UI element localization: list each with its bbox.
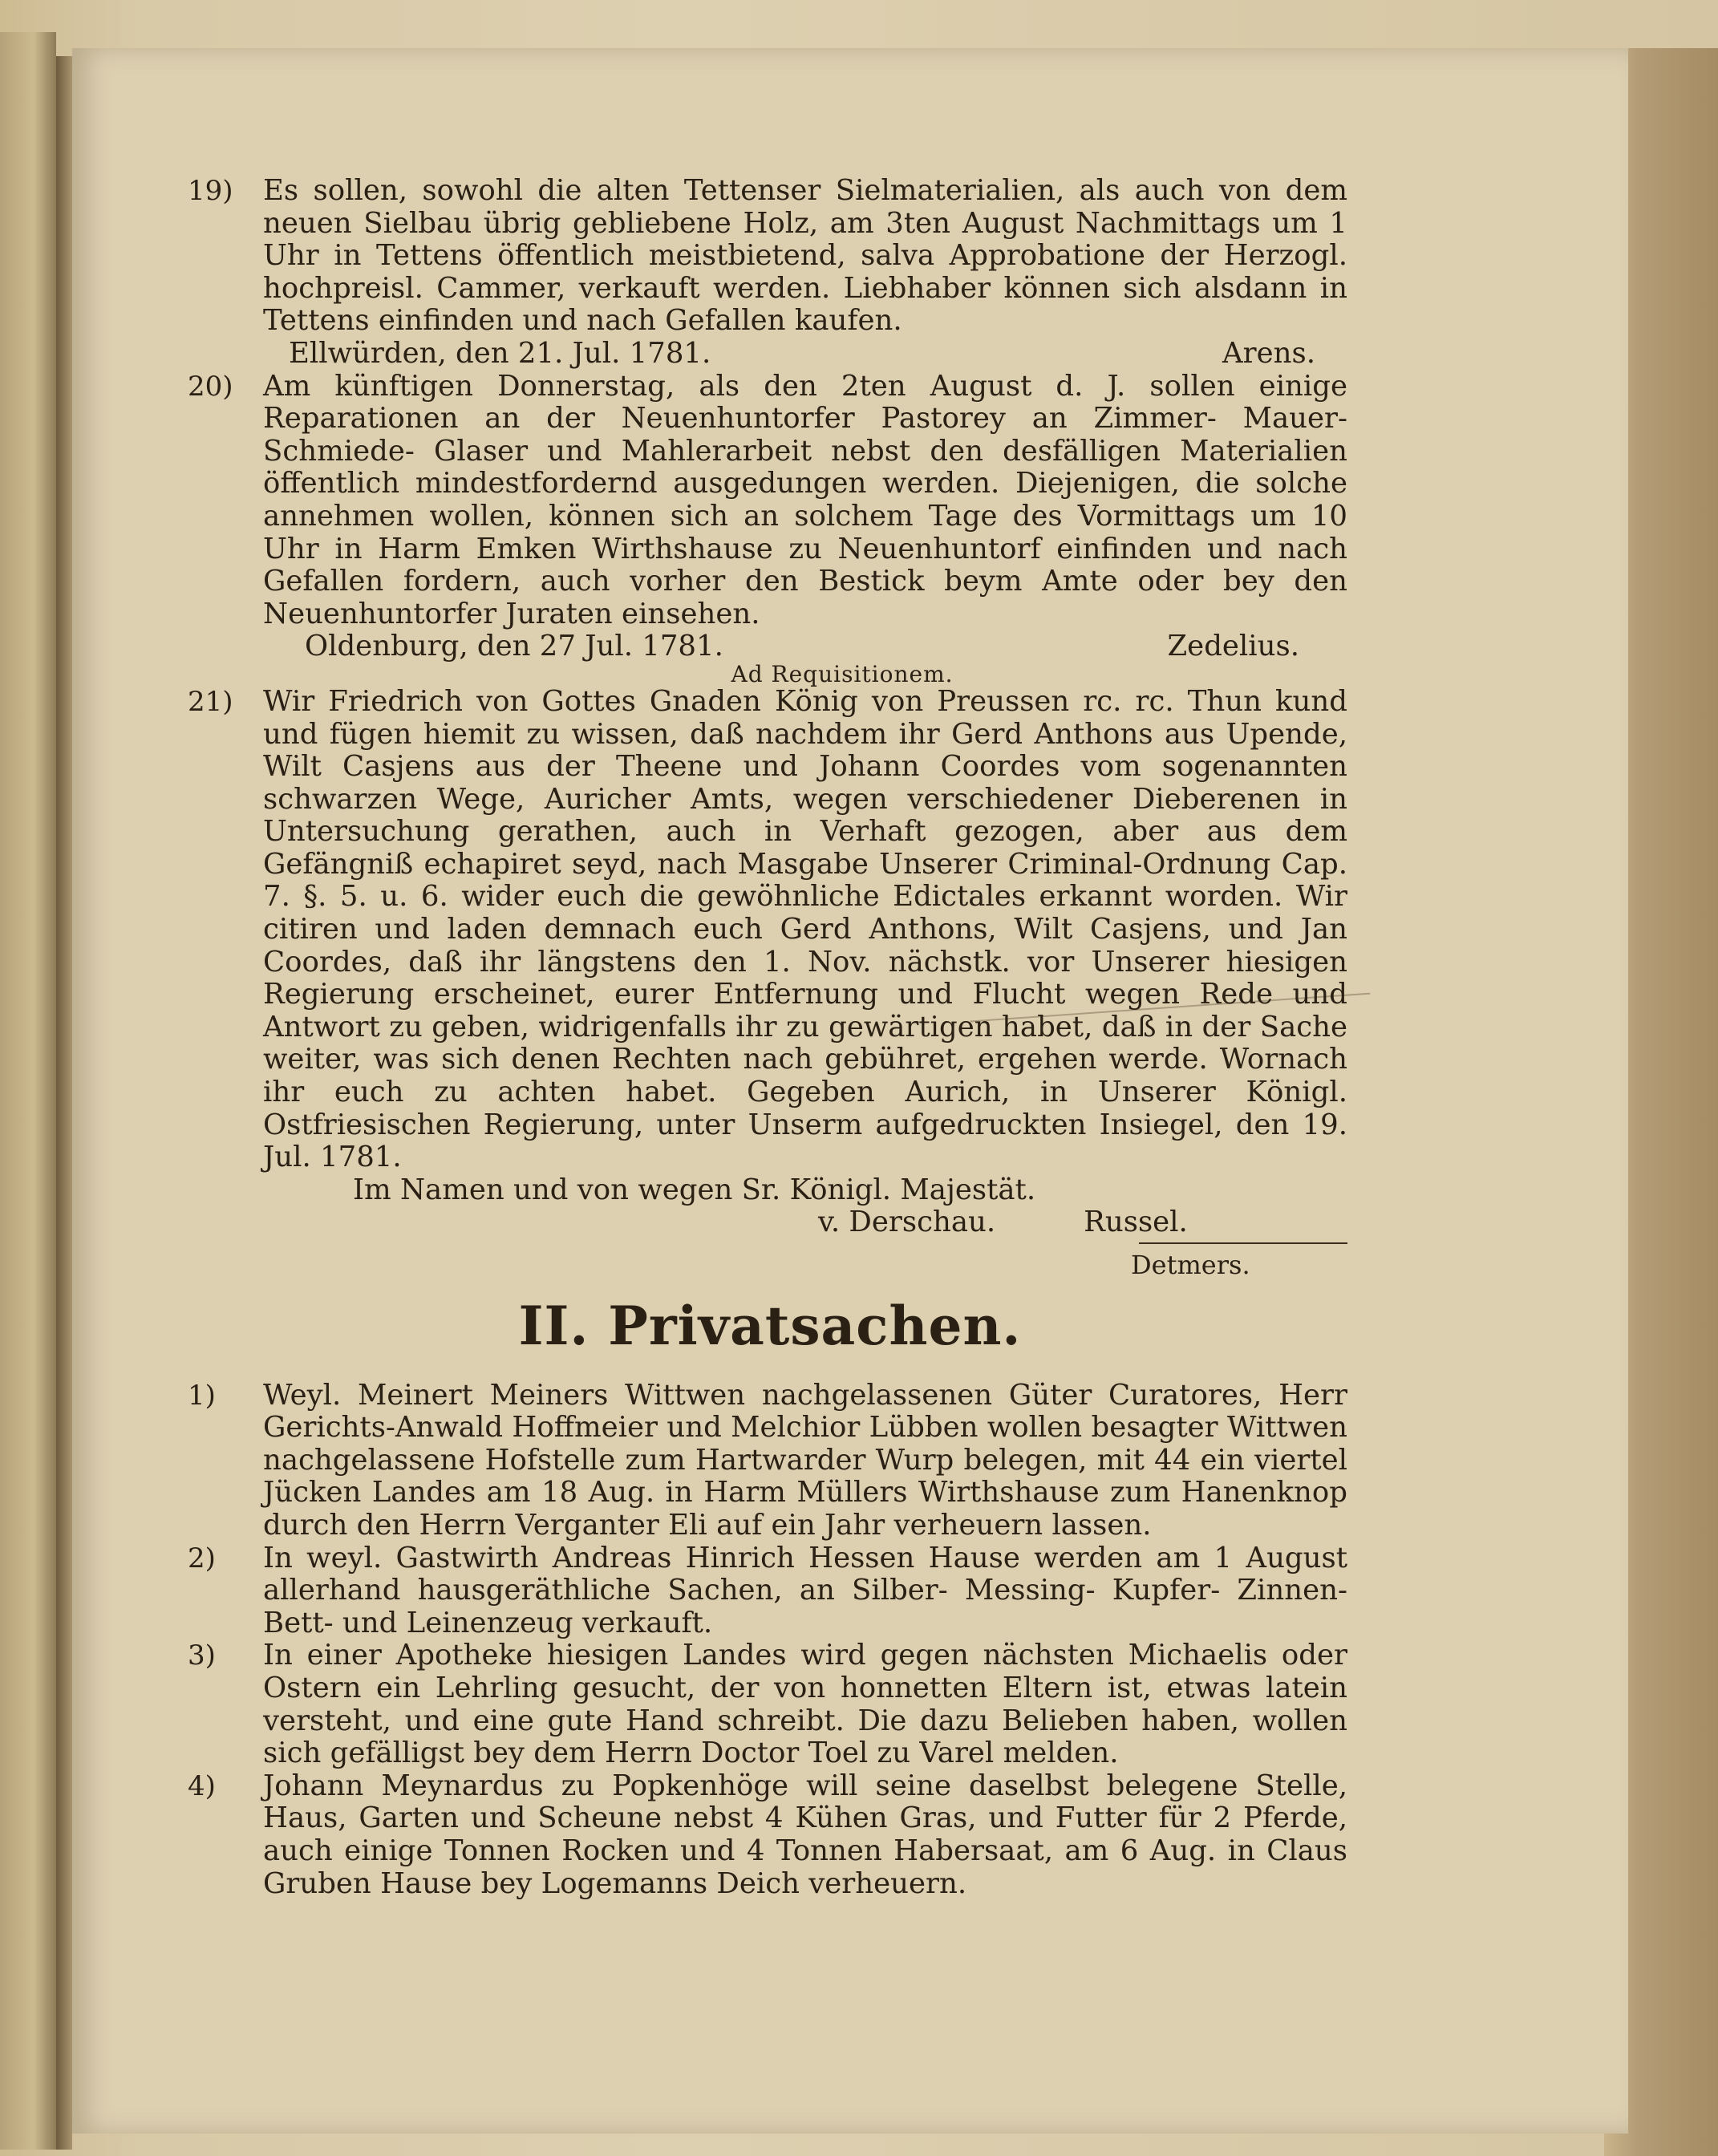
notice-text: In einer Apotheke hiesigen Landes wird gegen nächsten Michaelis oder Ostern ein Lehrling gesucht, der von honnetten Eltern ist, etwas latein versteht, und eine gute Hand schreibt. Die dazu Belieben haben, wollen sich gefälligst bey dem Herrn Doctor Toel zu Varel melden.	[263, 1639, 1347, 1770]
notice-text: Am künftigen Donnerstag, als den 2ten August d. J. sollen einige Reparationen an der Neuenhuntorfer Pastorey an Zimmer- Mauer- Schmiede- Glaser und Mahlerarbeit nebst den desfälligen Materialien öffentlich mindestfordernd ausgedungen werden. Diejenigen, die solche annehmen wollen, können sich an solchem Tage des Vormittags um 10 Uhr in Harm Emken Wirthshause zu Neuenhuntorf einfinden und nach Gefallen fordern, auch vorher den Bestick beym Amte oder bey den Neuenhuntorfer Juraten einsehen.	[263, 369, 1347, 630]
notice-text: Es sollen, sowohl die alten Tettenser Sielmaterialien, als auch von dem neuen Sielbau übrig gebliebene Holz, am 3ten August Nachmittags um 1 Uhr in Tettens öffentlich meistbietend, salva Approbatione der Herzogl. hochpreisl. Cammer, verkauft werden. Liebhaber können sich alsdann in Tettens einfinden und nach Gefallen kaufen.	[263, 174, 1347, 338]
notice-20-signature	[192, 630, 1347, 663]
left-page-edge	[0, 32, 56, 2150]
private-notice-3	[188, 1639, 1347, 1770]
place-date: Ellwürden, den 21. Jul. 1781.	[289, 336, 711, 370]
notice-number: 20)	[188, 370, 233, 403]
notice-21-signatures	[192, 1206, 1347, 1239]
private-notice-4	[188, 1769, 1347, 1900]
signer: Zedelius.	[1167, 630, 1299, 663]
signature-rule-area	[192, 1239, 1347, 1249]
notice-text: Johann Meynardus zu Popkenhöge will seine daselbst belegene Stelle, Haus, Garten und Scheune nebst 4 Kühen Gras, und Futter für 2 Pferde, auch einige Tonnen Rocken und 4 Tonnen Habersaat, am 6 Aug. in Claus Gruben Hause bey Logemanns Deich verheuern.	[263, 1769, 1347, 1900]
signature-rule	[1139, 1242, 1347, 1244]
signer: Arens.	[1222, 336, 1315, 370]
notice-20	[188, 369, 1347, 631]
notice-number: 1)	[188, 1379, 216, 1412]
notice-text: In weyl. Gastwirth Andreas Hinrich Hessen Hause werden am 1 August allerhand hausgeräthliche Sachen, an Silber- Messing- Kupfer- Zinnen- Bett- und Leinenzeug verkauft.	[263, 1541, 1347, 1639]
signer-detmers: Detmers.	[1131, 1250, 1250, 1280]
signer-russel: Russel.	[1084, 1206, 1188, 1239]
book-gutter	[56, 56, 72, 2150]
page-content	[188, 174, 1347, 1900]
private-notice-1	[188, 1378, 1347, 1542]
notice-number: 2)	[188, 1542, 216, 1574]
royal-line: Im Namen und von wegen Sr. Königl. Majestät.	[353, 1173, 1036, 1206]
notice-19-signature	[192, 338, 1347, 371]
notice-number: 19)	[188, 175, 233, 207]
ad-requisitionem: Ad Requisitionem.	[731, 660, 954, 687]
notice-text: Weyl. Meinert Meiners Wittwen nachgelassenen Güter Curatores, Herr Gerichts-Anwald Hoffmeier und Melchior Lübben wollen besagter Wittwen nachgelassene Hofstelle zum Hartwarder Wurp belegen, mit 44 ein viertel Jücken Landes am 18 Aug. in Harm Müllers Wirthshause zum Hanenknop durch den Herrn Verganter Eli auf ein Jahr verheuern lassen.	[263, 1378, 1347, 1542]
notice-number: 3)	[188, 1639, 216, 1672]
notice-number: 4)	[188, 1769, 216, 1802]
signer-derschau: v. Derschau.	[818, 1206, 996, 1239]
notice-text: Wir Friedrich von Gottes Gnaden König von Preussen rc. rc. Thun kund und fügen hiemit zu wissen, daß nachdem ihr Gerd Anthons aus Upende, Wilt Casjens aus der Theene und Johann Coordes vom sogenannten schwarzen Wege, Auricher Amts, wegen verschiedener Dieberenen in Untersuchung gerathen, auch in Verhaft gezogen, aber aus dem Gefängniß echapiret seyd, nach Masgabe Unserer Criminal-Ordnung Cap. 7. §. 5. u. 6. wider euch die gewöhnliche Edictales erkannt worden. Wir citiren und laden demnach euch Gerd Anthons, Wilt Casjens, und Jan Coordes, daß ihr längstens den 1. Nov. nächstk. vor Unserer hiesigen Regierung erscheinet, eurer Entfernung und Flucht wegen Rede und Antwort zu geben, widrigenfalls ihr zu gewärtigen habet, daß in der Sache weiter, was sich denen Rechten nach gebühret, ergehen werde. Wornach ihr euch zu achten habet. Gegeben Aurich, in Unserer Königl. Ostfriesischen Regierung, unter Unserm aufgedruckten Insiegel, den 19. Jul. 1781.	[263, 684, 1347, 1174]
section-title: II. Privatsachen.	[518, 1294, 1022, 1357]
private-notice-2	[188, 1541, 1347, 1640]
notice-21	[188, 684, 1347, 1174]
notice-19	[188, 174, 1347, 338]
notice-number: 21)	[188, 685, 233, 718]
place-date: Oldenburg, den 27 Jul. 1781.	[305, 630, 723, 663]
